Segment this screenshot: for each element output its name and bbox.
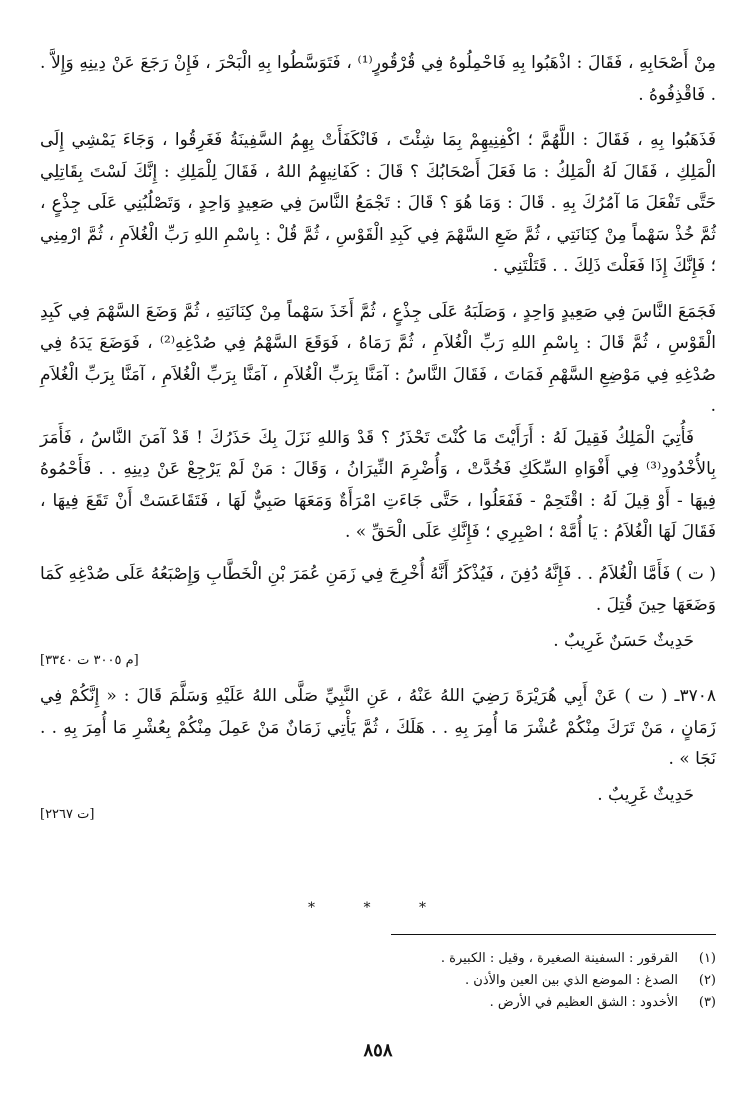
footnote-1 — [300, 948, 716, 970]
footnote-3 — [300, 992, 716, 1014]
hadith-grade-1: حَدِيثٌ حَسَنٌ غَرِيبٌ . — [553, 630, 694, 651]
main-text — [40, 48, 716, 825]
paragraph-3: فَجَمَعَ النَّاسَ فِي صَعِيدٍ وَاحِدٍ ، وَصَلَبَهُ عَلَى جِذْعٍ ، ثُمَّ أَخَذَ سَهْماً مِنْ كِنَانَتِهِ ، ثُمَّ وَضَعَ السَّهْمَ فِي كَبِدِ الْقَوْسِ ، ثُمَّ قَالَ : بِاسْمِ اللهِ رَبِّ الْغُلاَمِ ، ثُمَّ رَمَاهُ ، فَوَقَعَ السَّهْمُ فِي صُدْغِهِ⁽²⁾ ، فَوَضَعَ يَدَهُ فِي صُدْغِهِ فِي مَوْضِعِ السَّهْمِ فَمَاتَ ، فَقَالَ النَّاسُ : آمَنَّا بِرَبِّ الْغُلاَمِ ، آمَنَّا بِرَبِّ الْغُلاَمِ ، آمَنَّا بِرَبِّ الْغُلاَمِ . — [40, 301, 716, 416]
hadith-reference-1: [م ٣٠٠٥ ت ٣٣٤٠] — [40, 653, 139, 669]
hadith-3708: ٣٧٠٨ـ ( ت ) عَنْ أَبِي هُرَيْرَةَ رَضِيَ اللهُ عَنْهُ ، عَنِ النَّبِيِّ صَلَّى اللهُ عَلَيْهِ وَسَلَّمَ قَالَ : « إِنَّكُمْ فِي زَمَانٍ ، مَنْ تَرَكَ مِنْكُمْ عُشْرَ مَا أُمِرَ بِهِ . . هَلَكَ ، ثُمَّ يَأْتِي زَمَانٌ مَنْ عَمِلَ مِنْكُمْ بِعُشْرِ مَا أُمِرَ بِهِ . . نَجَا » . — [40, 686, 716, 769]
footnote-text: الصدغ : الموضع الذي بين العين والأذن . — [465, 973, 678, 988]
paragraph-4: فَأُتِيَ الْمَلِكُ فَقِيلَ لَهُ : أَرَأَيْتَ مَا كُنْتَ تَحْذَرُ ؟ قَدْ وَاللهِ نَزَلَ بِكَ حَذَرُكَ ! قَدْ آمَنَ النَّاسُ ، فَأَمَرَ بِالأُخْدُودِ⁽³⁾ فِي أَفْوَاهِ السِّكَكِ فَخُدَّتْ ، وَأُضْرِمَ النِّيرَانُ ، وَقَالَ : مَنْ لَمْ يَرْجِعْ عَنْ دِينِهِ . . فَأَحْمُوهُ فِيهَا - أَوْ قِيلَ لَهُ : اقْتَحِمْ - فَفَعَلُوا ، حَتَّى جَاءَتِ امْرَأَةٌ وَمَعَهَا صَبِيٌّ لَهَا ، فَتَقَاعَسَتْ أَنْ تَقَعَ فِيهَا ، فَقَالَ لَهَا الْغُلاَمُ : يَا أُمَّهْ ؛ اصْبِرِي ؛ فَإِنَّكِ عَلَى الْحَقِّ » . — [40, 427, 716, 542]
hadith-grade-2: حَدِيثٌ غَرِيبٌ . — [597, 784, 694, 805]
footnote-number: (١) — [698, 951, 716, 966]
section-separator: * * * — [308, 900, 448, 916]
footnote-text: الأخدود : الشق العظيم في الأرض . — [489, 995, 678, 1010]
footnote-number: (٣) — [698, 995, 716, 1010]
footnotes — [300, 948, 716, 1014]
paragraph-1: مِنْ أَصْحَابِهِ ، فَقَالَ : اذْهَبُوا بِهِ فَاحْمِلُوهُ فِي قُرْقُورٍ⁽¹⁾ ، فَتَوَسَّطُوا بِهِ الْبَحْرَ ، فَإِنْ رَجَعَ عَنْ دِينِهِ وَإِلاَّ . . فَاقْذِفُوهُ . — [40, 53, 716, 105]
footnote-text: القرقور : السفينة الصغيرة ، وقيل : الكبيرة . — [440, 951, 678, 966]
footnote-divider — [391, 934, 716, 935]
paragraph-2: فَذَهَبُوا بِهِ ، فَقَالَ : اللَّهُمَّ ؛ اكْفِنِيهِمْ بِمَا شِئْتَ ، فَانْكَفَأَتْ بِهِمُ السَّفِينَةُ فَغَرِقُوا ، وَجَاءَ يَمْشِي إِلَى الْمَلِكِ ، فَقَالَ لَهُ الْمَلِكُ : مَا فَعَلَ أَصْحَابُكَ ؟ قَالَ : كَفَانِيهِمُ اللهُ ، فَقَالَ لِلْمَلِكِ : إِنَّكَ لَسْتَ بِقَاتِلِي حَتَّى تَفْعَلَ مَا آمُرُكَ بِهِ . قَالَ : وَمَا هُوَ ؟ قَالَ : تَجْمَعُ النَّاسَ فِي صَعِيدٍ وَاحِدٍ ، وَتَصْلُبُنِي عَلَى جِذْعٍ ، ثُمَّ خُذْ سَهْماً مِنْ كِنَانَتِي ، ثُمَّ ضَعِ السَّهْمَ فِي كَبِدِ الْقَوْسِ ، ثُمَّ قُلْ : بِاسْمِ اللهِ رَبِّ الْغُلاَمِ ، ثُمَّ ارْمِنِي ؛ فَإِنَّكَ إِذَا فَعَلْتَ ذَلِكَ . . قَتَلْتَنِي . — [40, 130, 716, 276]
footnote-number: (٢) — [698, 973, 716, 988]
page-number: ٨٥٨ — [363, 1040, 393, 1061]
footnote-2 — [300, 970, 716, 992]
hadith-reference-2: [ت ٢٢٦٧] — [40, 807, 95, 823]
paragraph-5: ( ت ) فَأَمَّا الْغُلاَمُ . . فَإِنَّهُ دُفِنَ ، فَيُذْكَرُ أَنَّهُ أُخْرِجَ فِي زَمَنِ عُمَرَ بْنِ الْخَطَّابِ وَإِصْبَعُهُ عَلَى صُدْغِهِ كَمَا وَضَعَهَا حِينَ قُتِلَ . — [40, 563, 716, 615]
